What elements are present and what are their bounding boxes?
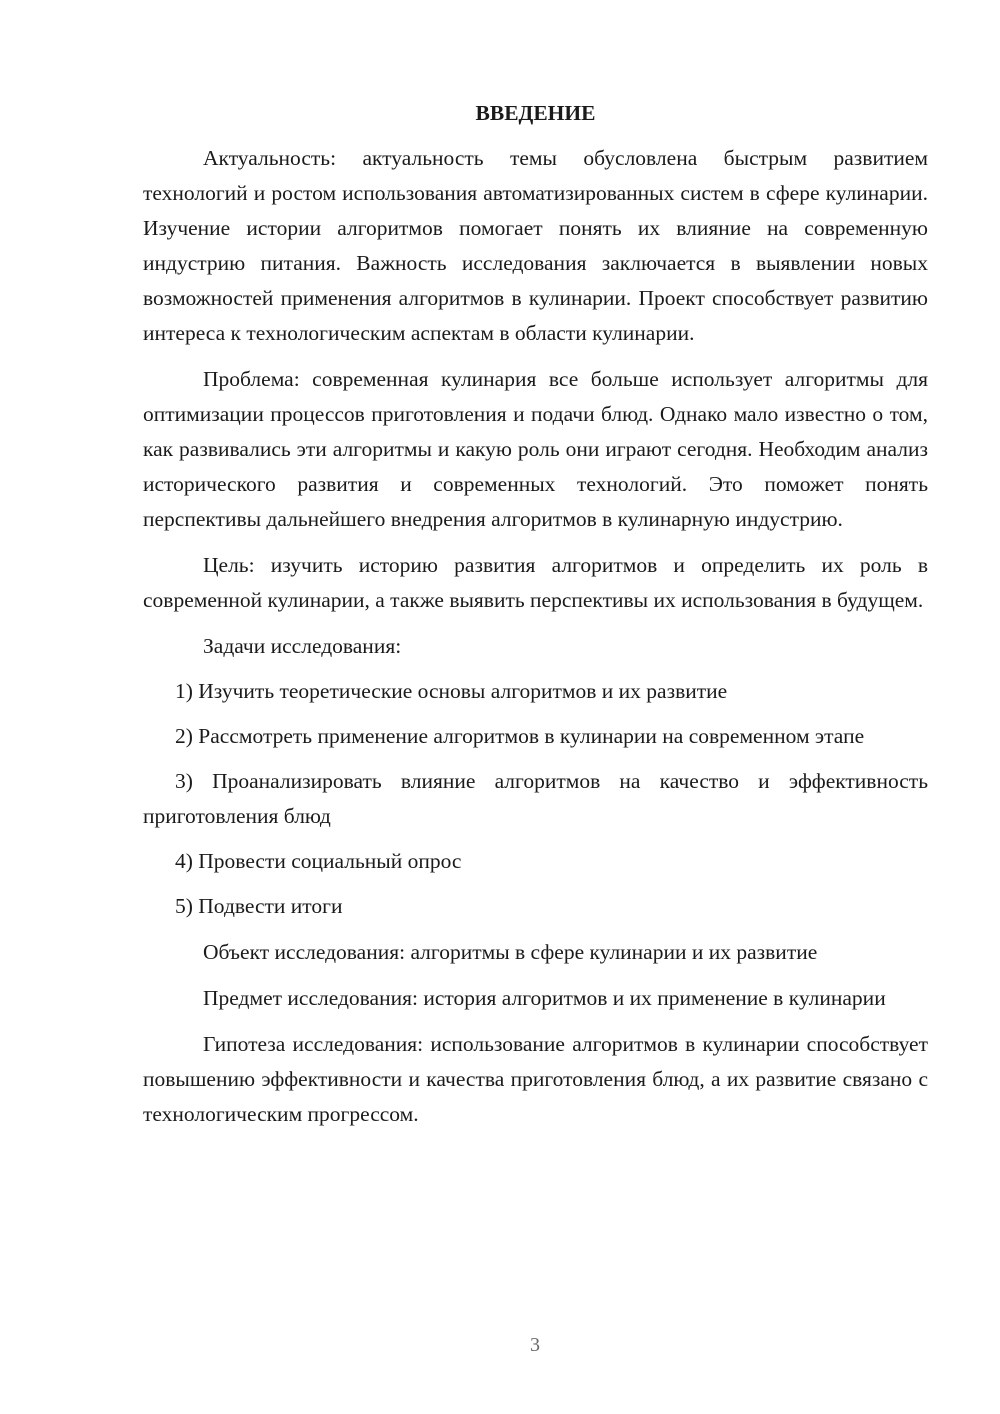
task-item-3: 3) Проанализировать влияние алгоритмов на качество и эффективность приготовления блюд bbox=[143, 769, 928, 828]
task-item-4: 4) Провести социальный опрос bbox=[175, 849, 462, 873]
hypothesis-paragraph: Гипотеза исследования: использование алгоритмов в кулинарии способствует повышению эффективности и качества приготовления блюд, а их развитие связано с технологическим прогрессом. bbox=[143, 1032, 928, 1126]
problem-paragraph: Проблема: современная кулинария все больше использует алгоритмы для оптимизации процессов приготовления и подачи блюд. Однако мало известно о том, как развивались эти алгоритмы и какую роль они играют сегодня. Необходим анализ исторического развития и современных технологий. Это поможет понять перспективы дальнейшего внедрения алгоритмов в кулинарную индустрию. bbox=[143, 367, 928, 531]
page-number: 3 bbox=[530, 1334, 540, 1356]
section-heading: ВВЕДЕНИЕ bbox=[475, 101, 596, 125]
subject-paragraph: Предмет исследования: история алгоритмов и их применение в кулинарии bbox=[203, 986, 886, 1010]
task-item-5: 5) Подвести итоги bbox=[175, 894, 343, 918]
goal-paragraph: Цель: изучить историю развития алгоритмов и определить их роль в современной кулинарии, а также выявить перспективы их использования в будущем. bbox=[143, 553, 928, 612]
object-paragraph: Объект исследования: алгоритмы в сфере кулинарии и их развитие bbox=[203, 940, 818, 964]
tasks-title: Задачи исследования: bbox=[203, 634, 402, 658]
page-content bbox=[143, 96, 928, 1132]
task-item-2: 2) Рассмотреть применение алгоритмов в кулинарии на современном этапе bbox=[175, 724, 865, 748]
relevance-paragraph: Актуальность: актуальность темы обусловлена быстрым развитием технологий и ростом использования автоматизированных систем в сфере кулинарии. Изучение истории алгоритмов помогает понять их влияние на современную индустрию питания. Важность исследования заключается в выявлении новых возможностей применения алгоритмов в кулинарии. Проект способствует развитию интереса к технологическим аспектам в области кулинарии. bbox=[143, 146, 928, 345]
task-item-1: 1) Изучить теоретические основы алгоритмов и их развитие bbox=[175, 679, 728, 703]
